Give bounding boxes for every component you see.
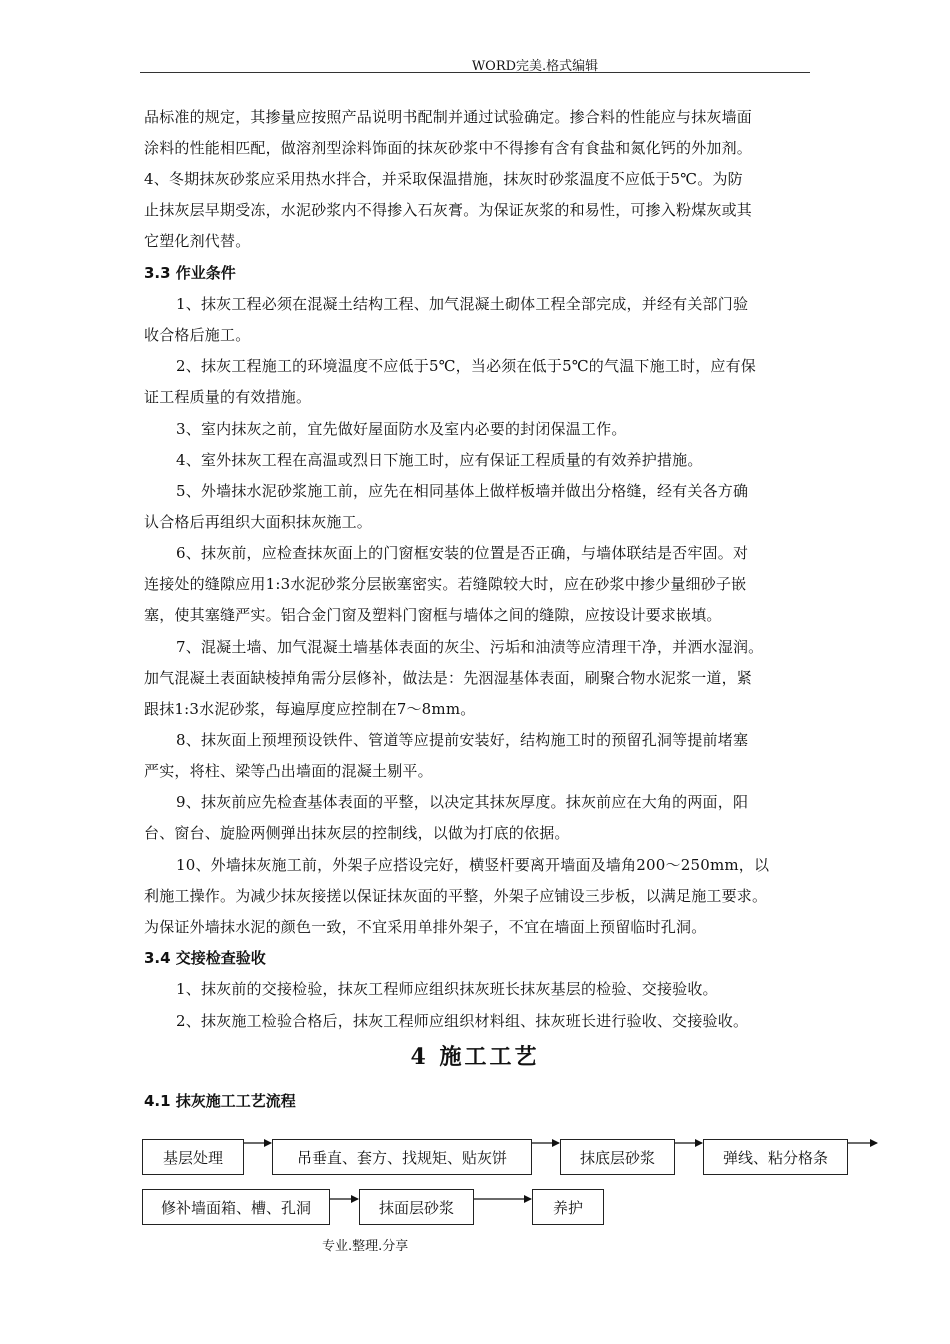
body-line: 7、混凝土墙、加气混凝土墙基体表面的灰尘、污垢和油渍等应清理干净，并洒水湿润。 bbox=[176, 638, 764, 656]
flow-step-plumb-and-square: 吊垂直、套方、找规矩、贴灰饼 bbox=[272, 1139, 532, 1175]
body-line: 4、冬期抹灰砂浆应采用热水拌合，并采取保温措施，抹灰时砂浆温度不应低于5℃。为防 bbox=[144, 170, 743, 188]
body-line: 连接处的缝隙应用1:3水泥砂浆分层嵌塞密实。若缝隙较大时，应在砂浆中掺少量细砂子嵌 bbox=[144, 575, 747, 593]
flow-step-finish-coat: 抹面层砂浆 bbox=[359, 1189, 474, 1225]
body-line: 9、抹灰前应先检查基体表面的平整，以决定其抹灰厚度。抹灰前应在大角的两面，阳 bbox=[176, 793, 749, 811]
body-line: 品标准的规定，其掺量应按照产品说明书配制并通过试验确定。掺合料的性能应与抹灰墙面 bbox=[144, 108, 753, 126]
body-line: 8、抹灰面上预埋预设铁件、管道等应提前安装好，结构施工时的预留孔洞等提前堵塞 bbox=[176, 731, 749, 749]
section-heading-3-3: 3.3 作业条件 bbox=[144, 264, 236, 282]
chapter-title: 4 施工工艺 bbox=[410, 1044, 540, 1070]
flow-step-repair-wall: 修补墙面箱、槽、孔洞 bbox=[142, 1189, 330, 1225]
body-line: 台、窗台、旋脸两侧弹出抹灰层的控制线，以做为打底的依据。 bbox=[144, 824, 570, 842]
flow-step-base-treatment: 基层处理 bbox=[142, 1139, 244, 1175]
body-line: 它塑化剂代替。 bbox=[144, 232, 251, 250]
body-line: 为保证外墙抹水泥的颜色一致，不宜采用单排外架子，不宜在墙面上预留临时孔洞。 bbox=[144, 918, 707, 936]
body-line: 塞，使其塞缝严实。铝合金门窗及塑料门窗框与墙体之间的缝隙，应按设计要求嵌填。 bbox=[144, 606, 722, 624]
section-heading-4-1: 4.1 抹灰施工工艺流程 bbox=[144, 1092, 296, 1110]
body-line: 加气混凝土表面缺棱掉角需分层修补，做法是：先洇湿基体表面，刷聚合物水泥浆一道，紧 bbox=[144, 669, 753, 687]
body-line: 1、抹灰工程必须在混凝土结构工程、加气混凝土砌体工程全部完成，并经有关部门验 bbox=[176, 295, 749, 313]
page-header-title: WORD完美.格式编辑 bbox=[471, 59, 599, 74]
body-line: 收合格后施工。 bbox=[144, 326, 251, 344]
section-heading-3-4: 3.4 交接检查验收 bbox=[144, 949, 266, 967]
flow-step-curing: 养护 bbox=[532, 1189, 604, 1225]
body-line: 10、外墙抹灰施工前，外架子应搭设完好，横竖杆要离开墙面及墙角200～250mm，以 bbox=[176, 856, 770, 874]
body-line: 5、外墙抹水泥砂浆施工前，应先在相同基体上做样板墙并做出分格缝，经有关各方确 bbox=[176, 482, 749, 500]
body-line: 6、抹灰前，应检查抹灰面上的门窗框安装的位置是否正确，与墙体联结是否牢固。对 bbox=[176, 544, 749, 562]
body-line: 证工程质量的有效措施。 bbox=[144, 388, 312, 406]
body-line: 2、抹灰工程施工的环境温度不应低于5℃，当必须在低于5℃的气温下施工时，应有保 bbox=[176, 357, 756, 375]
body-line: 止抹灰层早期受冻，水泥砂浆内不得掺入石灰膏。为保证灰浆的和易性，可掺入粉煤灰或其 bbox=[144, 201, 753, 219]
body-line: 利施工操作。为减少抹灰接搓以保证抹灰面的平整，外架子应铺设三步板，以满足施工要求。 bbox=[144, 887, 768, 905]
body-line: 跟抹1:3水泥砂浆，每遍厚度应控制在7～8mm。 bbox=[144, 700, 476, 718]
flow-step-base-coat: 抹底层砂浆 bbox=[560, 1139, 675, 1175]
page-footer: 专业.整理.分享 bbox=[322, 1239, 409, 1254]
body-line: 4、室外抹灰工程在高温或烈日下施工时，应有保证工程质量的有效养护措施。 bbox=[176, 451, 703, 469]
body-line: 1、抹灰前的交接检验，抹灰工程师应组织抹灰班长抹灰基层的检验、交接验收。 bbox=[176, 980, 718, 998]
body-line: 严实，将柱、梁等凸出墙面的混凝土剔平。 bbox=[144, 762, 433, 780]
body-line: 涂料的性能相匹配，做溶剂型涂料饰面的抹灰砂浆中不得掺有含有食盐和氮化钙的外加剂。 bbox=[144, 139, 753, 157]
body-line: 3、室内抹灰之前，宜先做好屋面防水及室内必要的封闭保温工作。 bbox=[176, 420, 627, 438]
body-line: 认合格后再组织大面积抹灰施工。 bbox=[144, 513, 373, 531]
flow-step-snap-lines: 弹线、粘分格条 bbox=[703, 1139, 848, 1175]
body-line: 2、抹灰施工检验合格后，抹灰工程师应组织材料组、抹灰班长进行验收、交接验收。 bbox=[176, 1012, 749, 1030]
